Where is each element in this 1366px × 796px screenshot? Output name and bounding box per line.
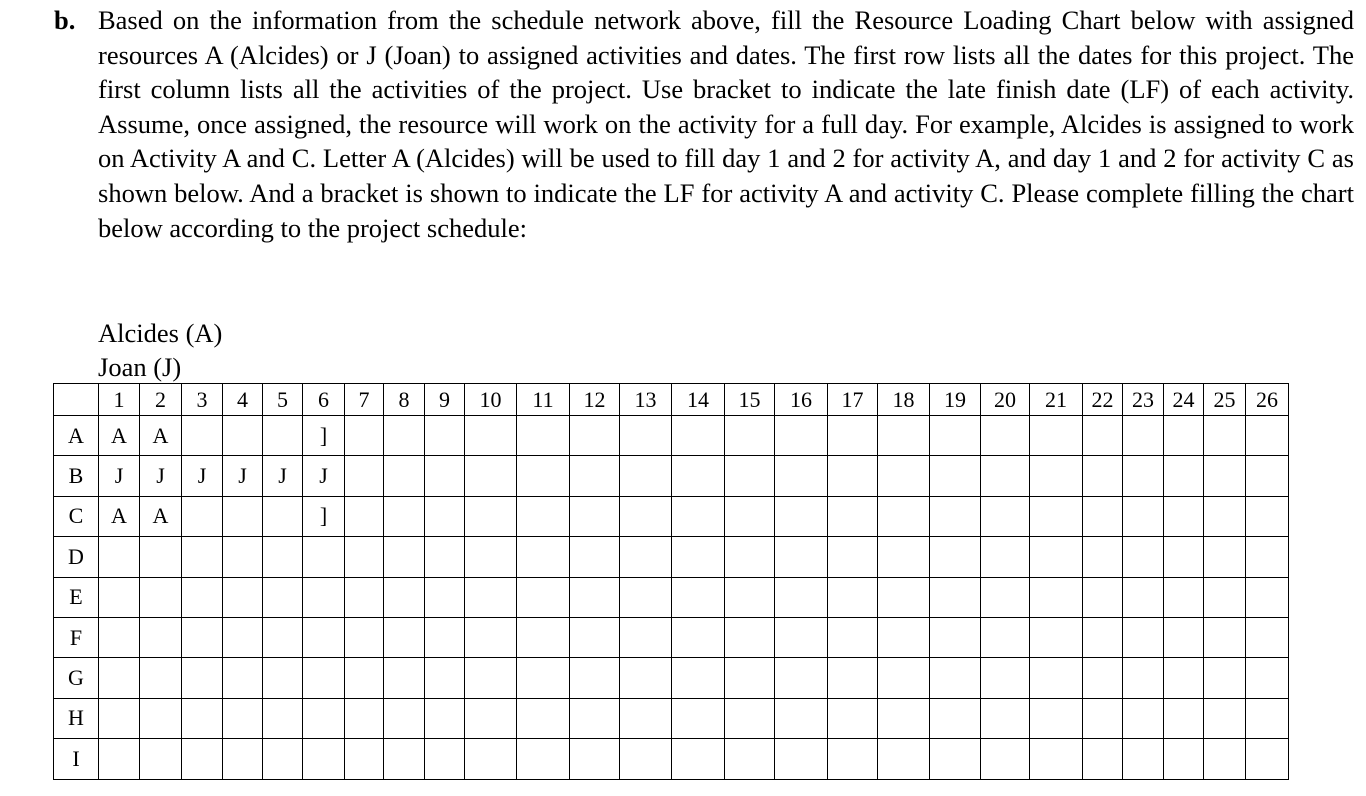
schedule-cell[interactable] [930, 537, 981, 577]
schedule-cell[interactable] [465, 617, 517, 657]
schedule-cell[interactable] [465, 577, 517, 617]
question-text: Based on the information from the schedule network above, fill the Resource Loading Chart below with assigned resources A (Alcides) or J (Joan) to assigned activities and dates. The first row lists all the dates for this project. The first column lists all the activities of the project. Use bracket to indicate the late finish date (LF) of each activity. Assume, once assigned, the resource will work on the activity for a full day. For example, Alcides is assigned to work on Activity A and C. Letter A (Alcides) will be used to fill day 1 and 2 for activity A, and day 1 and 2 for activity C as shown below. And a bracket is shown to indicate the LF for activity A and activity C. Please complete filling the chart below according to the project schedule: [98, 5, 1354, 243]
schedule-cell[interactable] [1164, 416, 1204, 456]
schedule-cell[interactable] [981, 617, 1030, 657]
day-header: 5 [263, 384, 303, 416]
schedule-cell[interactable] [570, 658, 620, 698]
schedule-cell[interactable] [1246, 617, 1289, 657]
schedule-cell[interactable] [384, 739, 425, 779]
schedule-cell[interactable] [725, 496, 775, 536]
schedule-cell[interactable] [570, 739, 620, 779]
schedule-cell[interactable]: A [99, 416, 140, 456]
schedule-cell[interactable] [930, 456, 981, 496]
schedule-cell[interactable] [465, 456, 517, 496]
schedule-cell[interactable] [828, 739, 878, 779]
activity-row [54, 456, 1289, 496]
schedule-cell[interactable] [99, 658, 140, 698]
schedule-cell[interactable] [384, 456, 425, 496]
schedule-cell[interactable] [981, 698, 1030, 738]
day-header: 18 [878, 384, 930, 416]
schedule-cell[interactable] [263, 496, 303, 536]
schedule-cell[interactable] [1204, 416, 1246, 456]
activity-label: I [54, 739, 99, 779]
schedule-cell[interactable] [1123, 617, 1164, 657]
activity-row [54, 577, 1289, 617]
schedule-cell[interactable] [1030, 617, 1083, 657]
schedule-cell[interactable]: J [303, 456, 345, 496]
schedule-cell[interactable] [620, 496, 672, 536]
schedule-cell[interactable]: ] [303, 416, 345, 456]
day-header: 20 [981, 384, 1030, 416]
activity-label: E [54, 577, 99, 617]
schedule-cell[interactable] [930, 658, 981, 698]
legend-joan: Joan (J) [98, 352, 182, 382]
schedule-cell[interactable] [725, 577, 775, 617]
schedule-cell[interactable] [828, 698, 878, 738]
day-header: 2 [140, 384, 182, 416]
schedule-cell[interactable] [384, 658, 425, 698]
activity-row [54, 416, 1289, 456]
schedule-cell[interactable] [620, 537, 672, 577]
schedule-cell[interactable] [517, 617, 570, 657]
schedule-cell[interactable] [878, 739, 930, 779]
schedule-cell[interactable] [1083, 537, 1123, 577]
schedule-cell[interactable] [182, 537, 223, 577]
day-header: 6 [303, 384, 345, 416]
schedule-cell[interactable] [672, 577, 725, 617]
schedule-cell[interactable] [1164, 617, 1204, 657]
activity-label: B [54, 456, 99, 496]
schedule-cell[interactable] [425, 456, 465, 496]
schedule-cell[interactable] [981, 416, 1030, 456]
schedule-cell[interactable] [672, 658, 725, 698]
schedule-cell[interactable] [1123, 416, 1164, 456]
schedule-cell[interactable] [878, 537, 930, 577]
schedule-cell[interactable] [930, 577, 981, 617]
schedule-cell[interactable] [1083, 496, 1123, 536]
schedule-cell[interactable] [345, 537, 384, 577]
schedule-cell[interactable] [465, 496, 517, 536]
schedule-cell[interactable] [425, 698, 465, 738]
schedule-cell[interactable] [620, 739, 672, 779]
schedule-cell[interactable] [345, 617, 384, 657]
day-header: 8 [384, 384, 425, 416]
schedule-cell[interactable] [223, 739, 263, 779]
schedule-cell[interactable] [828, 658, 878, 698]
activity-label: D [54, 537, 99, 577]
schedule-cell[interactable] [263, 577, 303, 617]
schedule-cell[interactable] [99, 617, 140, 657]
day-header: 9 [425, 384, 465, 416]
schedule-cell[interactable] [425, 416, 465, 456]
schedule-cell[interactable] [570, 577, 620, 617]
schedule-cell[interactable] [99, 739, 140, 779]
day-header: 14 [672, 384, 725, 416]
schedule-cell[interactable] [878, 456, 930, 496]
schedule-cell[interactable] [345, 577, 384, 617]
schedule-cell[interactable] [263, 698, 303, 738]
day-header: 23 [1123, 384, 1164, 416]
schedule-cell[interactable] [878, 496, 930, 536]
day-header: 10 [465, 384, 517, 416]
schedule-cell[interactable] [182, 577, 223, 617]
schedule-cell[interactable] [1123, 739, 1164, 779]
schedule-cell[interactable] [263, 416, 303, 456]
schedule-cell[interactable]: A [99, 496, 140, 536]
schedule-cell[interactable] [620, 456, 672, 496]
day-header: 15 [725, 384, 775, 416]
schedule-cell[interactable] [981, 537, 1030, 577]
schedule-cell[interactable]: A [140, 416, 182, 456]
activity-row [54, 698, 1289, 738]
schedule-cell[interactable] [981, 658, 1030, 698]
schedule-cell[interactable] [1246, 658, 1289, 698]
schedule-cell[interactable] [1030, 577, 1083, 617]
schedule-cell[interactable] [303, 739, 345, 779]
schedule-cell[interactable]: J [223, 456, 263, 496]
schedule-cell[interactable] [223, 698, 263, 738]
schedule-cell[interactable] [725, 617, 775, 657]
schedule-cell[interactable] [1083, 739, 1123, 779]
schedule-cell[interactable] [1204, 496, 1246, 536]
schedule-cell[interactable] [384, 617, 425, 657]
schedule-cell[interactable]: J [182, 456, 223, 496]
schedule-cell[interactable] [182, 496, 223, 536]
schedule-cell[interactable] [672, 456, 725, 496]
schedule-cell[interactable] [182, 658, 223, 698]
schedule-cell[interactable] [570, 456, 620, 496]
schedule-cell[interactable] [981, 496, 1030, 536]
schedule-cell[interactable] [1083, 577, 1123, 617]
activity-label: H [54, 698, 99, 738]
schedule-cell[interactable] [1123, 496, 1164, 536]
schedule-cell[interactable] [1030, 698, 1083, 738]
day-header: 25 [1204, 384, 1246, 416]
schedule-cell[interactable] [620, 617, 672, 657]
schedule-cell[interactable] [345, 416, 384, 456]
question-label: b. [54, 5, 76, 35]
schedule-cell[interactable] [1123, 456, 1164, 496]
schedule-cell[interactable] [1030, 416, 1083, 456]
schedule-cell[interactable] [223, 537, 263, 577]
schedule-cell[interactable] [1204, 456, 1246, 496]
schedule-cell[interactable] [345, 496, 384, 536]
schedule-cell[interactable] [1030, 456, 1083, 496]
schedule-cell[interactable] [465, 658, 517, 698]
schedule-cell[interactable] [725, 537, 775, 577]
schedule-cell[interactable] [1246, 456, 1289, 496]
schedule-cell[interactable] [223, 577, 263, 617]
schedule-cell[interactable] [425, 496, 465, 536]
schedule-cell[interactable] [223, 617, 263, 657]
schedule-cell[interactable] [1123, 577, 1164, 617]
schedule-cell[interactable] [1083, 698, 1123, 738]
activity-row [54, 617, 1289, 657]
activity-row [54, 496, 1289, 536]
schedule-cell[interactable] [1164, 496, 1204, 536]
schedule-cell[interactable] [775, 577, 828, 617]
day-header: 1 [99, 384, 140, 416]
schedule-cell[interactable] [465, 739, 517, 779]
schedule-cell[interactable] [725, 456, 775, 496]
schedule-cell[interactable] [1164, 698, 1204, 738]
schedule-cell[interactable] [1246, 698, 1289, 738]
day-header: 24 [1164, 384, 1204, 416]
day-header: 12 [570, 384, 620, 416]
schedule-cell[interactable] [345, 658, 384, 698]
schedule-cell[interactable] [775, 416, 828, 456]
schedule-cell[interactable] [1164, 658, 1204, 698]
schedule-cell[interactable]: ] [303, 496, 345, 536]
schedule-cell[interactable] [345, 456, 384, 496]
schedule-cell[interactable] [878, 698, 930, 738]
schedule-cell[interactable] [345, 698, 384, 738]
schedule-cell[interactable] [878, 617, 930, 657]
schedule-cell[interactable] [425, 617, 465, 657]
schedule-cell[interactable] [570, 496, 620, 536]
schedule-cell[interactable] [828, 456, 878, 496]
activity-label: F [54, 617, 99, 657]
schedule-cell[interactable] [263, 739, 303, 779]
schedule-cell[interactable] [517, 416, 570, 456]
schedule-cell[interactable] [99, 698, 140, 738]
schedule-cell[interactable] [570, 617, 620, 657]
schedule-cell[interactable] [303, 658, 345, 698]
schedule-cell[interactable] [1083, 658, 1123, 698]
schedule-cell[interactable] [425, 658, 465, 698]
activity-label: G [54, 658, 99, 698]
schedule-cell[interactable] [1083, 416, 1123, 456]
resource-loading-chart [53, 383, 1289, 780]
schedule-cell[interactable] [1164, 739, 1204, 779]
schedule-cell[interactable] [775, 698, 828, 738]
schedule-cell[interactable] [303, 698, 345, 738]
schedule-cell[interactable] [1123, 537, 1164, 577]
day-header: 3 [182, 384, 223, 416]
schedule-cell[interactable] [1030, 496, 1083, 536]
day-header: 22 [1083, 384, 1123, 416]
schedule-cell[interactable] [620, 698, 672, 738]
schedule-cell[interactable]: J [99, 456, 140, 496]
schedule-cell[interactable] [1204, 617, 1246, 657]
schedule-cell[interactable] [828, 496, 878, 536]
day-header: 26 [1246, 384, 1289, 416]
activity-label: C [54, 496, 99, 536]
schedule-cell[interactable] [140, 617, 182, 657]
schedule-cell[interactable] [465, 416, 517, 456]
schedule-cell[interactable] [425, 577, 465, 617]
day-header: 16 [775, 384, 828, 416]
schedule-cell[interactable] [1083, 456, 1123, 496]
schedule-cell[interactable] [725, 739, 775, 779]
schedule-cell[interactable] [517, 456, 570, 496]
activity-label: A [54, 416, 99, 456]
schedule-cell[interactable] [672, 698, 725, 738]
schedule-cell[interactable] [140, 537, 182, 577]
schedule-cell[interactable] [725, 698, 775, 738]
schedule-cell[interactable] [725, 416, 775, 456]
schedule-cell[interactable] [672, 617, 725, 657]
schedule-cell[interactable] [182, 617, 223, 657]
schedule-cell[interactable] [775, 739, 828, 779]
schedule-cell[interactable] [620, 577, 672, 617]
schedule-cell[interactable] [1246, 577, 1289, 617]
schedule-cell[interactable] [1204, 658, 1246, 698]
schedule-cell[interactable]: J [140, 456, 182, 496]
schedule-cell[interactable] [1204, 739, 1246, 779]
schedule-cell[interactable] [775, 456, 828, 496]
schedule-cell[interactable] [140, 658, 182, 698]
schedule-cell[interactable] [672, 496, 725, 536]
schedule-cell[interactable] [140, 739, 182, 779]
schedule-cell[interactable] [465, 537, 517, 577]
day-header: 19 [930, 384, 981, 416]
schedule-cell[interactable] [981, 577, 1030, 617]
schedule-cell[interactable] [140, 577, 182, 617]
day-header: 11 [517, 384, 570, 416]
schedule-cell[interactable]: J [263, 456, 303, 496]
day-header: 4 [223, 384, 263, 416]
schedule-cell[interactable] [878, 658, 930, 698]
day-header: 7 [345, 384, 384, 416]
schedule-cell[interactable] [140, 698, 182, 738]
schedule-cell[interactable] [1204, 537, 1246, 577]
schedule-cell[interactable] [1204, 698, 1246, 738]
schedule-cell[interactable] [930, 698, 981, 738]
schedule-cell[interactable] [384, 577, 425, 617]
schedule-cell[interactable] [828, 617, 878, 657]
schedule-cell[interactable] [570, 698, 620, 738]
schedule-cell[interactable] [345, 739, 384, 779]
day-header-row [54, 384, 1289, 416]
schedule-cell[interactable] [1246, 537, 1289, 577]
schedule-cell[interactable] [182, 739, 223, 779]
schedule-cell[interactable] [570, 416, 620, 456]
question-block [54, 3, 1354, 245]
schedule-cell[interactable] [878, 577, 930, 617]
schedule-cell[interactable] [620, 658, 672, 698]
schedule-cell[interactable] [517, 496, 570, 536]
schedule-cell[interactable] [223, 416, 263, 456]
schedule-cell[interactable] [384, 416, 425, 456]
activity-row [54, 537, 1289, 577]
schedule-cell[interactable] [930, 416, 981, 456]
schedule-cell[interactable] [828, 577, 878, 617]
schedule-cell[interactable] [1204, 577, 1246, 617]
schedule-cell[interactable] [878, 416, 930, 456]
schedule-cell[interactable] [672, 739, 725, 779]
schedule-cell[interactable] [1123, 698, 1164, 738]
schedule-cell[interactable] [303, 617, 345, 657]
schedule-cell[interactable] [672, 416, 725, 456]
schedule-cell[interactable] [1123, 658, 1164, 698]
schedule-cell[interactable] [182, 416, 223, 456]
resource-legend [98, 316, 222, 384]
schedule-cell[interactable] [570, 537, 620, 577]
schedule-cell[interactable] [981, 456, 1030, 496]
schedule-cell[interactable] [223, 496, 263, 536]
day-header: 13 [620, 384, 672, 416]
schedule-cell[interactable] [99, 537, 140, 577]
schedule-cell[interactable] [828, 537, 878, 577]
schedule-cell[interactable] [930, 617, 981, 657]
schedule-cell[interactable] [263, 658, 303, 698]
schedule-cell[interactable] [775, 658, 828, 698]
schedule-cell[interactable]: A [140, 496, 182, 536]
schedule-cell[interactable] [517, 577, 570, 617]
schedule-cell[interactable] [1030, 658, 1083, 698]
schedule-cell[interactable] [425, 739, 465, 779]
schedule-cell[interactable] [517, 658, 570, 698]
schedule-cell[interactable] [517, 698, 570, 738]
schedule-cell[interactable] [725, 658, 775, 698]
schedule-cell[interactable] [384, 537, 425, 577]
schedule-cell[interactable] [223, 658, 263, 698]
schedule-cell[interactable] [1083, 617, 1123, 657]
schedule-cell[interactable] [303, 537, 345, 577]
schedule-cell[interactable] [425, 537, 465, 577]
schedule-cell[interactable] [99, 577, 140, 617]
schedule-cell[interactable] [1246, 416, 1289, 456]
schedule-cell[interactable] [517, 537, 570, 577]
schedule-cell[interactable] [981, 739, 1030, 779]
schedule-cell[interactable] [263, 617, 303, 657]
schedule-cell[interactable] [775, 617, 828, 657]
schedule-cell[interactable] [517, 739, 570, 779]
schedule-cell[interactable] [828, 416, 878, 456]
schedule-cell[interactable] [384, 698, 425, 738]
schedule-cell[interactable] [1030, 739, 1083, 779]
schedule-cell[interactable] [1164, 577, 1204, 617]
schedule-cell[interactable] [1030, 537, 1083, 577]
schedule-cell[interactable] [384, 496, 425, 536]
activity-row [54, 739, 1289, 779]
day-header: 21 [1030, 384, 1083, 416]
activity-row [54, 658, 1289, 698]
schedule-cell[interactable] [1164, 537, 1204, 577]
schedule-cell[interactable] [1164, 456, 1204, 496]
schedule-cell[interactable] [775, 537, 828, 577]
schedule-cell[interactable] [182, 698, 223, 738]
schedule-cell[interactable] [303, 577, 345, 617]
day-header: 17 [828, 384, 878, 416]
schedule-cell[interactable] [465, 698, 517, 738]
schedule-cell[interactable] [775, 496, 828, 536]
legend-alcides: Alcides (A) [98, 318, 223, 348]
schedule-cell[interactable] [930, 739, 981, 779]
schedule-cell[interactable] [1246, 496, 1289, 536]
schedule-cell[interactable] [263, 537, 303, 577]
schedule-cell[interactable] [930, 496, 981, 536]
schedule-cell[interactable] [672, 537, 725, 577]
schedule-cell[interactable] [1246, 739, 1289, 779]
corner-cell [54, 384, 99, 416]
schedule-cell[interactable] [620, 416, 672, 456]
